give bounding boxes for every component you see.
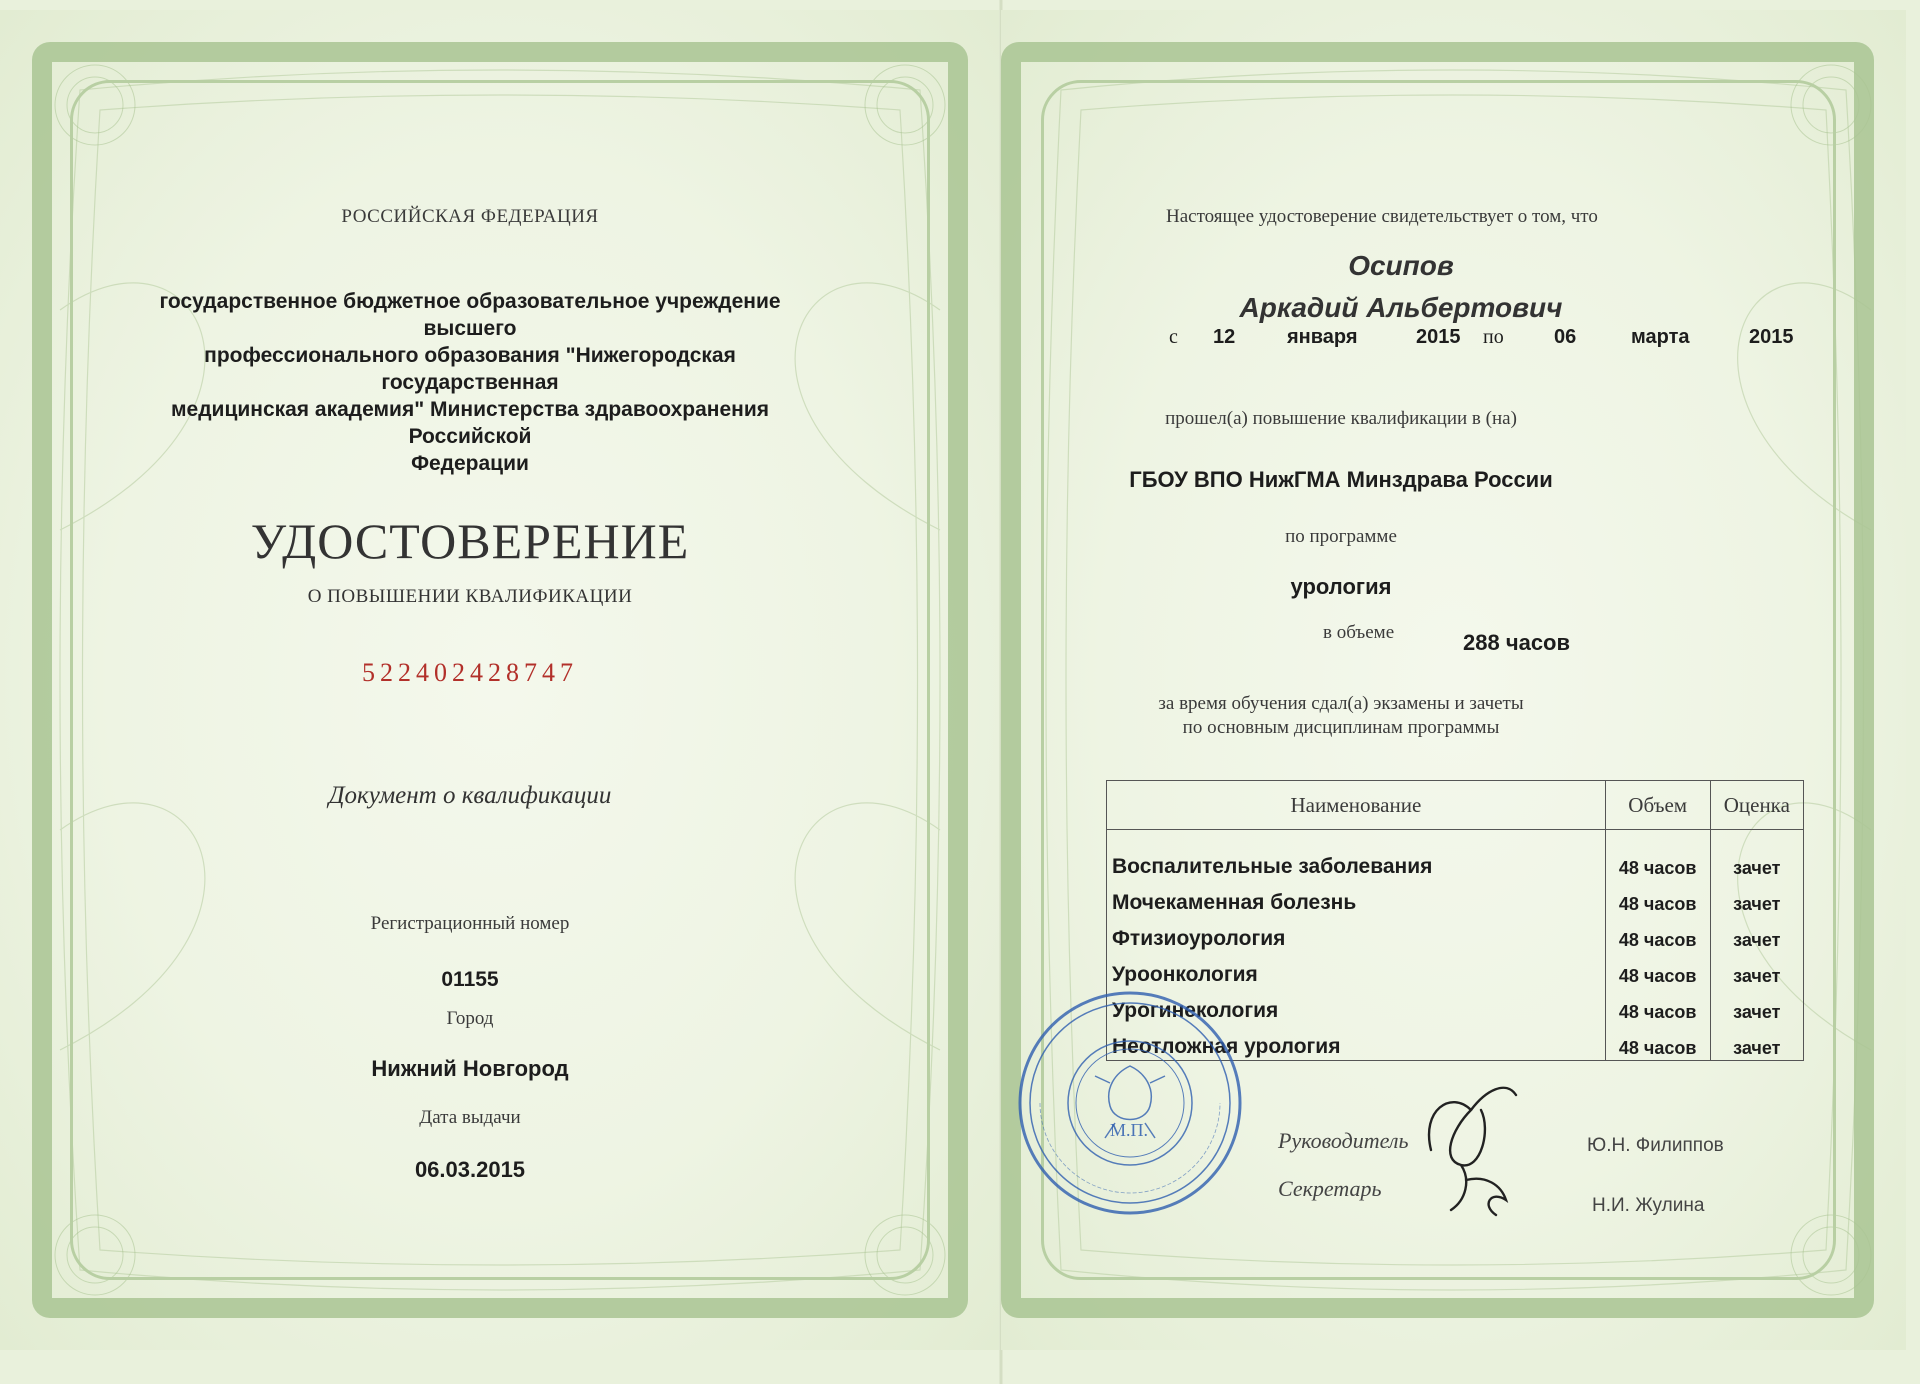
table-header-name: Наименование [1107,781,1606,830]
document-title: УДОСТОВЕРЕНИЕ [250,513,690,569]
training-period: с 12 января 2015 по 06 марта 2015 [1169,326,1794,348]
secretary-name: Н.И. Жулина [1592,1195,1705,1216]
table-row: Уроонкология 48 часов зачет [1107,952,1804,988]
table-row: Мочекаменная болезнь 48 часов зачет [1107,880,1804,916]
table-header-grade: Оценка [1710,781,1803,830]
program-label: по программе [1285,526,1397,547]
secretary-label: Секретарь [1278,1176,1382,1201]
institution-name: государственное бюджетное образовательное учреждение высшего профессионального образования "Нижегородская государственная медицинская академия" Министерства здравоохранения Российской Федерации [159,290,781,475]
table-row: Урогинекология 48 часов зачет [1107,988,1804,1024]
head-label: Руководитель [1278,1128,1409,1153]
volume-label: в объеме [1323,622,1395,643]
program-name: урология [1290,574,1392,599]
city-label: Город [446,1008,494,1029]
registration-label: Регистрационный номер [370,913,570,934]
issue-date-label: Дата выдачи [419,1107,521,1128]
registration-number: 01155 [441,968,499,991]
table-header-volume: Объем [1605,781,1710,830]
document-type: Документ о квалификации [328,782,612,809]
left-page [0,10,1001,1350]
recipient-given-names: Аркадий Альбертович [1239,292,1563,323]
signature-icon [1411,1070,1531,1220]
intro-text: Настоящее удостоверение свидетельствует о том, что [1166,206,1598,227]
issue-date: 06.03.2015 [414,1157,526,1182]
volume-value: 288 часов [1463,630,1571,655]
recipient-surname: Осипов [1348,250,1454,281]
organization: ГБОУ ВПО НижГМА Минздрава России [1129,467,1553,492]
exams-text: за время обучения сдал(а) экзамены и зачеты по основным дисциплинам программы [1158,693,1524,738]
head-name: Ю.Н. Филиппов [1587,1135,1724,1156]
city-value: Нижний Новгород [371,1056,569,1081]
table-header-row [1107,781,1804,830]
state-emblem-icon [1015,988,1245,1218]
document-subtitle: О ПОВЫШЕНИИ КВАЛИФИКАЦИИ [307,586,633,607]
passed-text: прошел(а) повышение квалификации в (на) [1165,408,1517,429]
table-row: Фтизиоурология 48 часов зачет [1107,916,1804,952]
country-label: РОССИЙСКАЯ ФЕДЕРАЦИЯ [341,206,599,227]
table-row: Воспалительные заболевания 48 часов зачет [1107,830,1804,880]
serial-number: 522402428747 [362,658,578,687]
seal-mark: М.П. [1109,1120,1149,1140]
table-row: Неотложная урология 48 часов зачет [1107,1024,1804,1061]
